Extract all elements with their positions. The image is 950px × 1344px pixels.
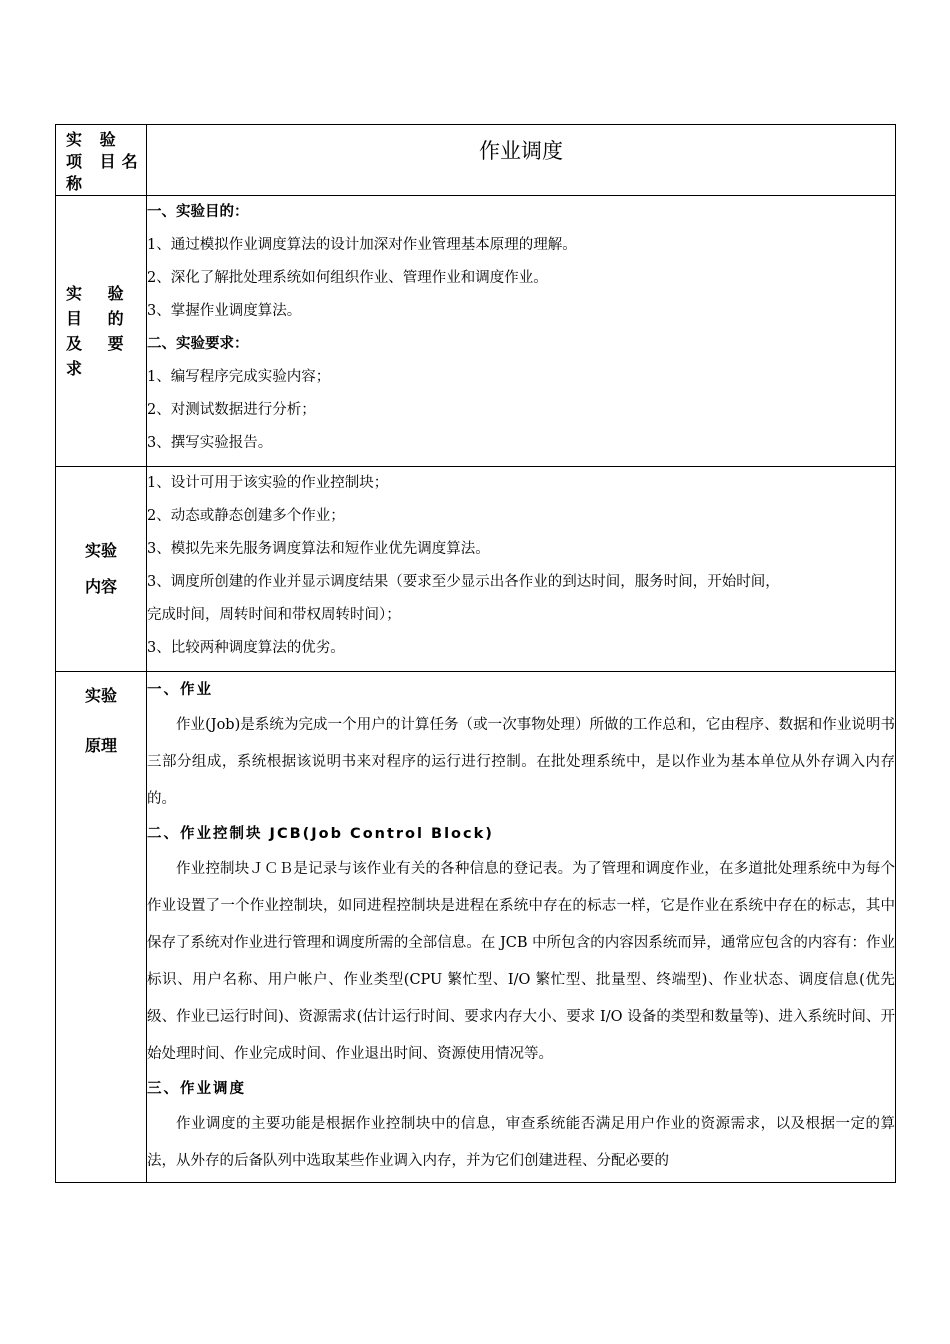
project-title-cell	[147, 125, 896, 196]
lab-report-table	[55, 124, 896, 1183]
section-heading-job: 一、作业	[147, 682, 213, 698]
principle-label-line1: 实验	[84, 686, 117, 705]
goal-item: 1、通过模拟作业调度算法的设计加深对作业管理基本原理的理解。	[147, 237, 577, 253]
section-text-scheduling: 作业调度的主要功能是根据作业控制块中的信息，审查系统能否满足用户作业的资源需求，以及根据一定的算法，从外存的后备队列中选取某些作业调入内存，并为它们创建进程、分配必要的	[147, 1116, 895, 1169]
section-text-jcb: 作业控制块ＪＣＢ是记录与该作业有关的各种信息的登记表。为了管理和调度作业，在多道批处理系统中为每个作业设置了一个作业控制块，如同进程控制块是进程在系统中存在的标志一样，它是作业在系统中存在的标志，其中保存了系统对作业进行管理和调度所需的全部信息。在 JCB 中所包含的内容因系统而异，通常应包含的内容有：作业标识、用户名称、用户帐户、作业类型(CPU 繁忙型、I/O 繁忙型、批量型、终端型)、作业状态、调度信息(优先级、作业已运行时间)、资源需求(估计运行时间、要求内存大小、要求 I/O 设备的类型和数量等)、进入系统时间、开始处理时间、作业完成时间、作业退出时间、资源使用情况等。	[147, 861, 895, 1062]
goal-item: 2、深化了解批处理系统如何组织作业、管理作业和调度作业。	[147, 270, 548, 286]
purpose-label: 实 验 目 的 及 要 求	[66, 284, 134, 378]
content-item: 3、模拟先来先服务调度算法和短作业优先调度算法。	[147, 541, 490, 557]
purpose-row	[56, 196, 896, 467]
content-label-line2: 内容	[84, 577, 117, 596]
section-heading-jcb: 二、作业控制块 JCB(Job Control Block)	[147, 826, 494, 842]
section-text-job: 作业(Job)是系统为完成一个用户的计算任务（或一次事物处理）所做的工作总和，它由程序、数据和作业说明书三部分组成，系统根据该说明书来对程序的运行进行控制。在批处理系统中，是以作业为基本单位从外存调入内存的。	[147, 717, 895, 807]
requirement-item: 3、撰写实验报告。	[147, 435, 273, 451]
content-label-cell	[56, 467, 147, 672]
goal-item: 3、掌握作业调度算法。	[147, 303, 302, 319]
project-title: 作业调度	[479, 139, 563, 163]
principle-label-line2: 原理	[84, 736, 117, 755]
content-body	[147, 467, 896, 672]
principle-row	[56, 672, 896, 1183]
content-item: 完成时间，周转时间和带权周转时间）；	[147, 607, 401, 623]
purpose-content	[147, 196, 896, 467]
project-name-label: 实 验 项 目名称	[66, 130, 144, 193]
section-heading-scheduling: 三、作业调度	[147, 1081, 246, 1097]
content-item: 2、动态或静态创建多个作业；	[147, 508, 345, 524]
content-row	[56, 467, 896, 672]
header-row	[56, 125, 896, 196]
purpose-heading: 一、实验目的：	[147, 204, 249, 220]
principle-label-cell	[56, 672, 147, 1183]
project-name-label-cell	[56, 125, 147, 196]
content-item: 3、调度所创建的作业并显示调度结果（要求至少显示出各作业的到达时间，服务时间，开始时间，	[147, 574, 780, 590]
requirements-heading: 二、实验要求：	[147, 336, 249, 352]
requirement-item: 1、编写程序完成实验内容；	[147, 369, 331, 385]
principle-body	[147, 672, 896, 1183]
purpose-label-cell	[56, 196, 147, 467]
requirement-item: 2、对测试数据进行分析；	[147, 402, 316, 418]
content-label-line1: 实验	[84, 541, 117, 560]
content-item: 3、比较两种调度算法的优劣。	[147, 640, 345, 656]
content-item: 1、设计可用于该实验的作业控制块；	[147, 475, 389, 491]
